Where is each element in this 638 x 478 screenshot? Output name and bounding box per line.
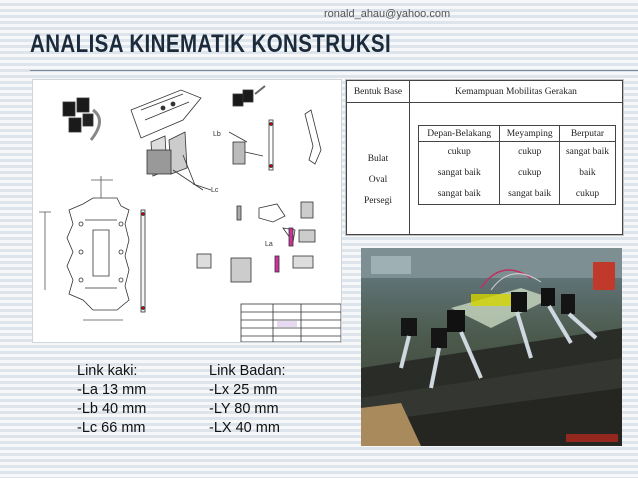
servo-cluster-icon [63,98,93,132]
link-badan-list [209,362,286,438]
mobility-table [346,80,623,235]
table-cell: sangat baik [419,163,500,184]
link-kaki-item: -La 13 mm [77,382,147,398]
title-divider [30,70,638,71]
sub-header-berputar: Berputar [559,126,615,142]
table-cell: sangat baik [419,184,500,205]
link-badan-item: -LY 80 mm [209,401,279,417]
author-email: ronald_ahau@yahoo.com [324,8,451,20]
table-cell: baik [579,168,596,178]
link-kaki-heading: Link kaki: [77,363,138,379]
table-cell: sangat baik [565,147,609,158]
base-row-persegi: Persegi [364,196,392,206]
body-plate-icon [131,90,203,190]
mobility-table-panel [345,79,624,236]
slide-title: ANALISA KINEMATIK KONSTRUKSI [30,30,392,58]
col-base-header: Bentuk Base [347,81,410,103]
title-block [241,304,341,342]
label-la: La [265,241,273,248]
table-cell: cukup [575,188,600,199]
base-plate-icon [39,176,129,320]
link-badan-item: -LX 40 mm [209,420,280,436]
label-lc: Lc [211,187,219,194]
table-cell: cukup [500,163,560,184]
link-kaki-item: -Lb 40 mm [77,401,147,417]
table-cell: sangat baik [500,184,560,205]
link-badan-item: -Lx 25 mm [209,382,278,398]
table-cell: cukup [419,142,500,163]
link-kaki-list [77,362,146,438]
robot-photo [361,248,622,446]
drawing-svg [33,80,341,342]
sub-header-menyamping: Meyamping [500,126,560,142]
base-row-oval: Oval [368,175,388,185]
col-group-header: Kemampuan Mobilitas Gerakan [410,81,623,103]
label-lb: Lb [213,131,221,138]
link-badan-heading: Link Badan: [209,363,286,379]
robot-photo-svg [361,248,622,446]
table-cell: cukup [500,142,560,163]
sub-header-depan: Depan-Belakang [419,126,500,142]
link-kaki-item: -Lc 66 mm [77,420,146,436]
base-row-bulat: Bulat [367,154,389,164]
technical-drawing [32,79,342,343]
